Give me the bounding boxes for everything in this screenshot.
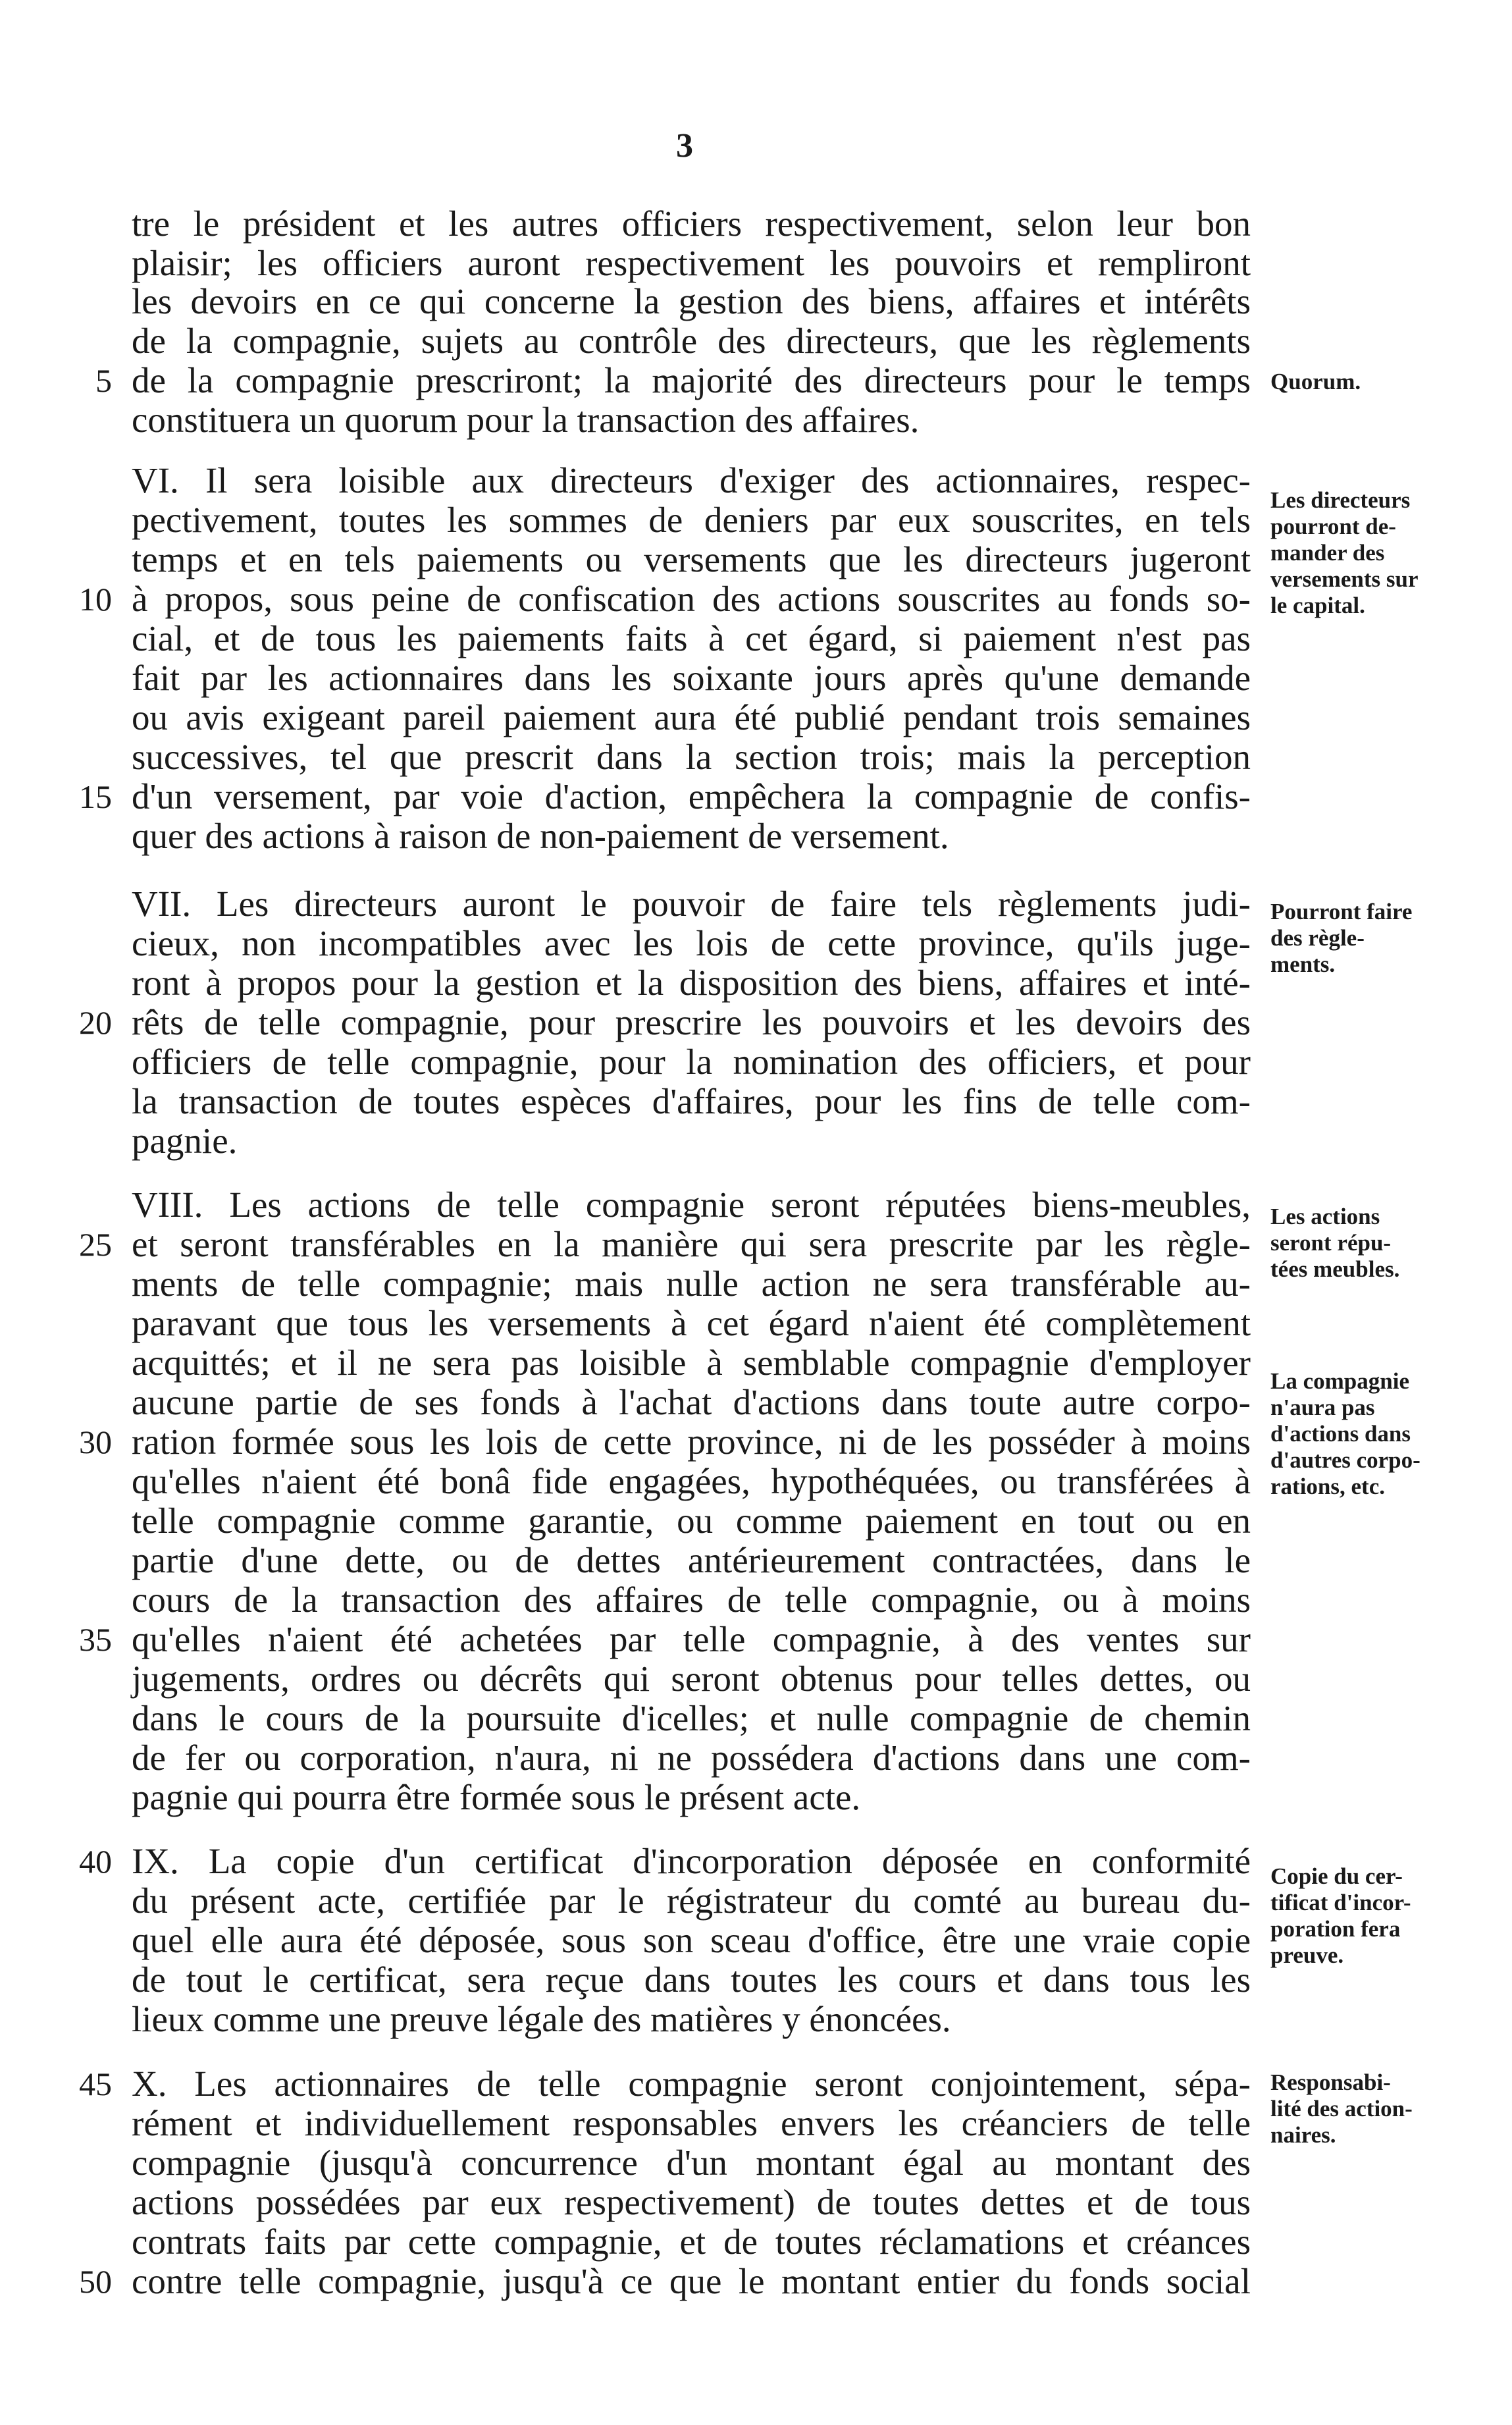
text-line: à propos, sous peine de confiscation des actions souscrites au fonds so- — [132, 579, 1251, 619]
text-line: successives, tel que prescrit dans la section trois; mais la perception — [132, 737, 1251, 777]
margin-note-line: Quorum. — [1270, 369, 1361, 394]
text-line: pectivement, toutes les sommes de deniers par eux souscrites, en tels — [132, 500, 1251, 540]
text-line: ront à propos pour la gestion et la disposition des biens, affaires et inté- — [132, 963, 1251, 1003]
text-line: d'un versement, par voie d'action, empêchera la compagnie de confis- — [132, 776, 1251, 816]
page-number: 3 — [676, 127, 693, 165]
line-number: 30 — [79, 1424, 112, 1460]
margin-note — [1270, 1863, 1488, 1969]
line-number: 5 — [95, 362, 112, 399]
line-number: 35 — [79, 1621, 112, 1658]
text-line: dans le cours de la poursuite d'icelles; et nulle compagnie de chemin — [132, 1698, 1251, 1738]
text-line: et seront transférables en la manière qui sera prescrite par les règle- — [132, 1224, 1251, 1264]
margin-note-line: d'autres corpo- — [1270, 1447, 1421, 1473]
margin-note-line: tificat d'incor- — [1270, 1890, 1411, 1915]
text-line: la transaction de toutes espèces d'affaires, pour les fins de telle com- — [132, 1081, 1251, 1121]
text-line: tre le président et les autres officiers respectivement, selon leur bon — [132, 203, 1251, 244]
line-number: 10 — [79, 581, 112, 618]
margin-note-line: pourront de- — [1270, 514, 1396, 539]
text-line: X. Les actionnaires de telle compagnie seront conjointement, sépa- — [132, 2064, 1251, 2104]
text-line: les devoirs en ce qui concerne la gestion des biens, affaires et intérêts — [132, 281, 1251, 321]
text-line: aucune partie de ses fonds à l'achat d'actions dans toute autre corpo- — [132, 1382, 1251, 1422]
text-line: de la compagnie prescriront; la majorité des directeurs pour le temps — [132, 360, 1251, 400]
text-line: cours de la transaction des affaires de telle compagnie, ou à moins — [132, 1580, 1251, 1620]
text-line: rêts de telle compagnie, pour prescrire les pouvoirs et les devoirs des — [132, 1002, 1251, 1042]
text-line: VII. Les directeurs auront le pouvoir de faire tels règlements judi- — [132, 884, 1251, 924]
margin-note-line: Les actions — [1270, 1204, 1380, 1229]
margin-note — [1270, 2069, 1488, 2148]
line-number: 15 — [79, 778, 112, 815]
margin-note-line: seront répu- — [1270, 1230, 1392, 1256]
text-line: ments de telle compagnie; mais nulle action ne sera transférable au- — [132, 1264, 1251, 1304]
line-number: 40 — [79, 1843, 112, 1880]
margin-note-line: rations, etc. — [1270, 1474, 1385, 1499]
text-line: temps et en tels paiements ou versements que les directeurs jugeront — [132, 539, 1251, 579]
margin-note-line: lité des action- — [1270, 2096, 1413, 2121]
text-line: pagnie. — [132, 1121, 238, 1161]
text-line: acquittés; et il ne sera pas loisible à semblable compagnie d'employer — [132, 1343, 1251, 1383]
text-line: quel elle aura été déposée, sous son sceau d'office, être une vraie copie — [132, 1920, 1251, 1960]
line-number: 50 — [79, 2263, 112, 2300]
margin-note-line: n'aura pas — [1270, 1395, 1375, 1420]
text-line: qu'elles n'aient été bonâ fide engagées, hypothéquées, ou transférées à — [132, 1461, 1251, 1501]
margin-note-line: Les directeurs — [1270, 487, 1411, 513]
text-line: VI. Il sera loisible aux directeurs d'exiger des actionnaires, respec- — [132, 460, 1251, 500]
text-line: plaisir; les officiers auront respectivement les pouvoirs et rempliront — [132, 243, 1251, 283]
text-line: IX. La copie d'un certificat d'incorporation déposée en conformité — [132, 1841, 1251, 1881]
text-line: telle compagnie comme garantie, ou comme paiement en tout ou en — [132, 1501, 1251, 1541]
text-line: contrats faits par cette compagnie, et de toutes réclamations et créances — [132, 2222, 1251, 2262]
text-line: jugements, ordres ou décrêts qui seront obtenus pour telles dettes, ou — [132, 1659, 1251, 1699]
text-line: quer des actions à raison de non-paiement de versement. — [132, 816, 949, 856]
margin-note-line: poration fera — [1270, 1916, 1401, 1942]
text-line: constituera un quorum pour la transaction des affaires. — [132, 400, 920, 440]
margin-note — [1270, 487, 1488, 619]
text-line: qu'elles n'aient été achetées par telle compagnie, à des ventes sur — [132, 1619, 1251, 1659]
text-line: paravant que tous les versements à cet égard n'aient été complètement — [132, 1303, 1251, 1343]
text-line: cieux, non incompatibles avec les lois de cette province, qu'ils juge- — [132, 923, 1251, 963]
text-line: ration formée sous les lois de cette province, ni de les posséder à moins — [132, 1422, 1251, 1462]
text-line: compagnie (jusqu'à concurrence d'un montant égal au montant des — [132, 2143, 1251, 2183]
margin-note-line: naires. — [1270, 2122, 1336, 2148]
margin-note — [1270, 899, 1488, 978]
line-number: 25 — [79, 1226, 112, 1263]
text-line: de tout le certificat, sera reçue dans toutes les cours et dans tous les — [132, 1959, 1251, 2000]
margin-note-line: des règle- — [1270, 925, 1365, 951]
line-number: 45 — [79, 2065, 112, 2102]
text-line: VIII. Les actions de telle compagnie seront réputées biens-meubles, — [132, 1185, 1251, 1225]
text-line: ou avis exigeant pareil paiement aura été publié pendant trois semaines — [132, 697, 1251, 737]
margin-note-line: d'actions dans — [1270, 1421, 1411, 1447]
margin-note-line: preuve. — [1270, 1942, 1344, 1968]
text-line: partie d'une dette, ou de dettes antérieurement contractées, dans le — [132, 1540, 1251, 1580]
margin-note — [1270, 1204, 1488, 1283]
text-line: pagnie qui pourra être formée sous le présent acte. — [132, 1777, 861, 1817]
margin-note — [1270, 369, 1488, 395]
margin-note-line: La compagnie — [1270, 1368, 1409, 1394]
text-line: lieux comme une preuve légale des matières y énoncées. — [132, 1999, 951, 2039]
margin-note-line: versements sur — [1270, 566, 1419, 592]
margin-note-line: le capital. — [1270, 593, 1365, 618]
margin-note-line: mander des — [1270, 540, 1385, 566]
margin-note-line: Pourront faire — [1270, 899, 1413, 924]
text-line: actions possédées par eux respectivement) de toutes dettes et de tous — [132, 2182, 1251, 2222]
line-number: 20 — [79, 1004, 112, 1041]
text-line: rément et individuellement responsables envers les créanciers de telle — [132, 2103, 1251, 2143]
margin-note-line: Responsabi- — [1270, 2069, 1391, 2095]
text-line: officiers de telle compagnie, pour la nomination des officiers, et pour — [132, 1042, 1251, 1082]
text-line: fait par les actionnaires dans les soixante jours après qu'une demande — [132, 658, 1251, 698]
margin-note — [1270, 1368, 1488, 1500]
text-line: de la compagnie, sujets au contrôle des directeurs, que les règlements — [132, 321, 1251, 361]
text-line: du présent acte, certifiée par le régistrateur du comté au bureau du- — [132, 1880, 1251, 1921]
text-line: contre telle compagnie, jusqu'à ce que le montant entier du fonds social — [132, 2261, 1251, 2301]
text-line: de fer ou corporation, n'aura, ni ne possédera d'actions dans une com- — [132, 1738, 1251, 1778]
text-line: cial, et de tous les paiements faits à cet égard, si paiement n'est pas — [132, 618, 1251, 658]
margin-note-line: Copie du cer- — [1270, 1863, 1403, 1889]
margin-note-line: ments. — [1270, 951, 1336, 977]
margin-note-line: tées meubles. — [1270, 1256, 1400, 1282]
